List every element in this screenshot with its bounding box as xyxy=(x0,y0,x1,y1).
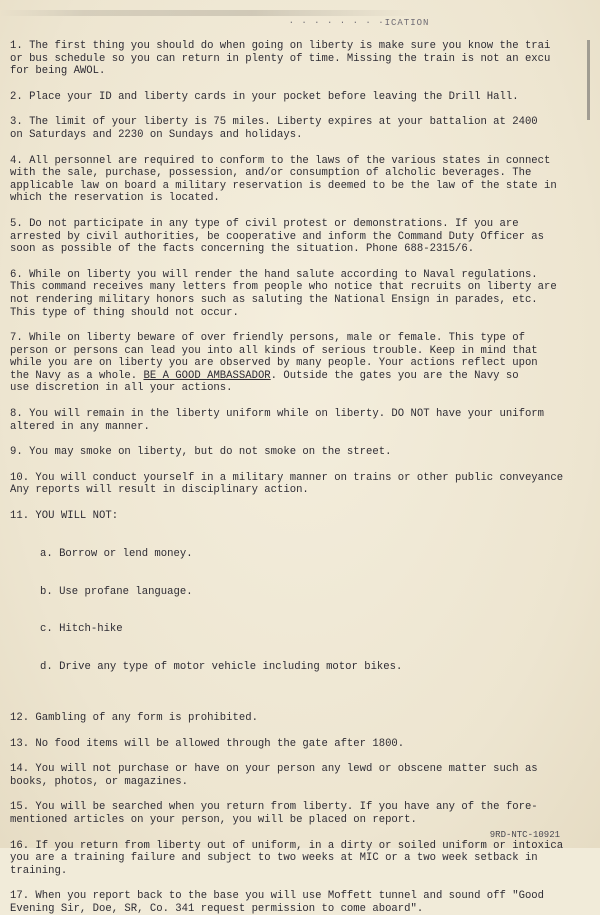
rule-item-8: 8. You will remain in the liberty uniform while on liberty. DO NOT have your uniform altered in any manner. xyxy=(10,408,545,433)
margin-mark xyxy=(587,40,590,120)
rule-item-5: 5. Do not participate in any type of civil protest or demonstrations. If you are arrested by civil authorities, be cooperative and inform the Command Duty Officer as soon as possible of the facts concerning the situation. Phone 688-2315/6. xyxy=(10,217,545,256)
top-rule xyxy=(0,10,420,16)
sub-item-c: c. Hitch-hike xyxy=(40,623,123,636)
rule-item-10: 10. You will conduct yourself in a military manner on trains or other public conveyance Any reports will result in disciplinary action. xyxy=(10,471,564,497)
rule-item-7: 7. While on liberty beware of over friendly persons, male or female. This type of person or persons can lead you into all kinds of serious trouble. Keep in mind that while you are on liberty you are observed by many people. Your actions reflect upon the Navy as a whole. BE A GOOD AMBASSADOR. Outside the gates you are the Navy so use discretion in all your actions. xyxy=(10,332,538,395)
sub-item-b: b. Use profane language. xyxy=(40,585,193,598)
rule-item-11: 11. YOU WILL NOT: a. Borrow or lend money. b. Use profane language. c. Hitch-hike d. Drive any type of motor vehicle including motor bikes. xyxy=(10,510,588,699)
rule-item-4: 4. All personnel are required to conform to the laws of the various states in connect with the sale, purchase, possession, and/or consumption of alcholic beverages. The applicable law on board a military reservation is deemed to be the law of the state in which the reservation is located. xyxy=(10,154,557,205)
rule-item-6: 6. While on liberty you will render the hand salute according to Naval regulations. This command receives many letters from people who notice that recruits on liberty are not rendering military honors such as saluting the National Ensign in parades, etc. This type of thing should not occur. xyxy=(10,268,557,319)
rule-item-3: 3. The limit of your liberty is 75 miles. Liberty expires at your battalion at 2400 on Saturdays and 2230 on Sundays and holidays. xyxy=(10,116,538,141)
rule-item-13: 13. No food items will be allowed through the gate after 1800. xyxy=(10,737,405,750)
rule-item-17: 17. When you report back to the base you will use Moffett tunnel and sound off "Good Evening Sir, Doe, SR, Co. 341 request permission to come aboard". xyxy=(10,890,545,915)
rule-item-16: 16. If you return from liberty out of uniform, in a dirty or soiled uniform or intoxica you are a training failure and subject to two weeks at MIC or a two week setback in training. xyxy=(10,839,564,877)
rule-item-1: 1. The first thing you should do when going on liberty is make sure you know the trai or bus schedule so you can return in plenty of time. Missing the train is not an excu for being AWOL. xyxy=(10,40,551,78)
rule-item-9: 9. You may smoke on liberty, but do not smoke on the street. xyxy=(10,446,392,459)
ambassador-emphasis: BE A GOOD AMBASSADOR xyxy=(143,369,271,382)
rule-item-12: 12. Gambling of any form is prohibited. xyxy=(10,711,258,724)
rule-item-14: 14. You will not purchase or have on your person any lewd or obscene matter such as books, photos, or magazines. xyxy=(10,763,538,788)
document-header: · · · · · · · ·ICATION xyxy=(288,18,430,28)
rule-item-15: 15. You will be searched when you return from liberty. If you have any of the fore- mentioned articles on your person, you will be placed on report. xyxy=(10,801,538,826)
rule-item-2: 2. Place your ID and liberty cards in your pocket before leaving the Drill Hall. xyxy=(10,90,519,103)
sub-item-d: d. Drive any type of motor vehicle including motor bikes. xyxy=(40,661,403,674)
sub-item-a: a. Borrow or lend money. xyxy=(40,547,193,560)
form-code: 9RD-NTC-10921 xyxy=(489,830,560,840)
